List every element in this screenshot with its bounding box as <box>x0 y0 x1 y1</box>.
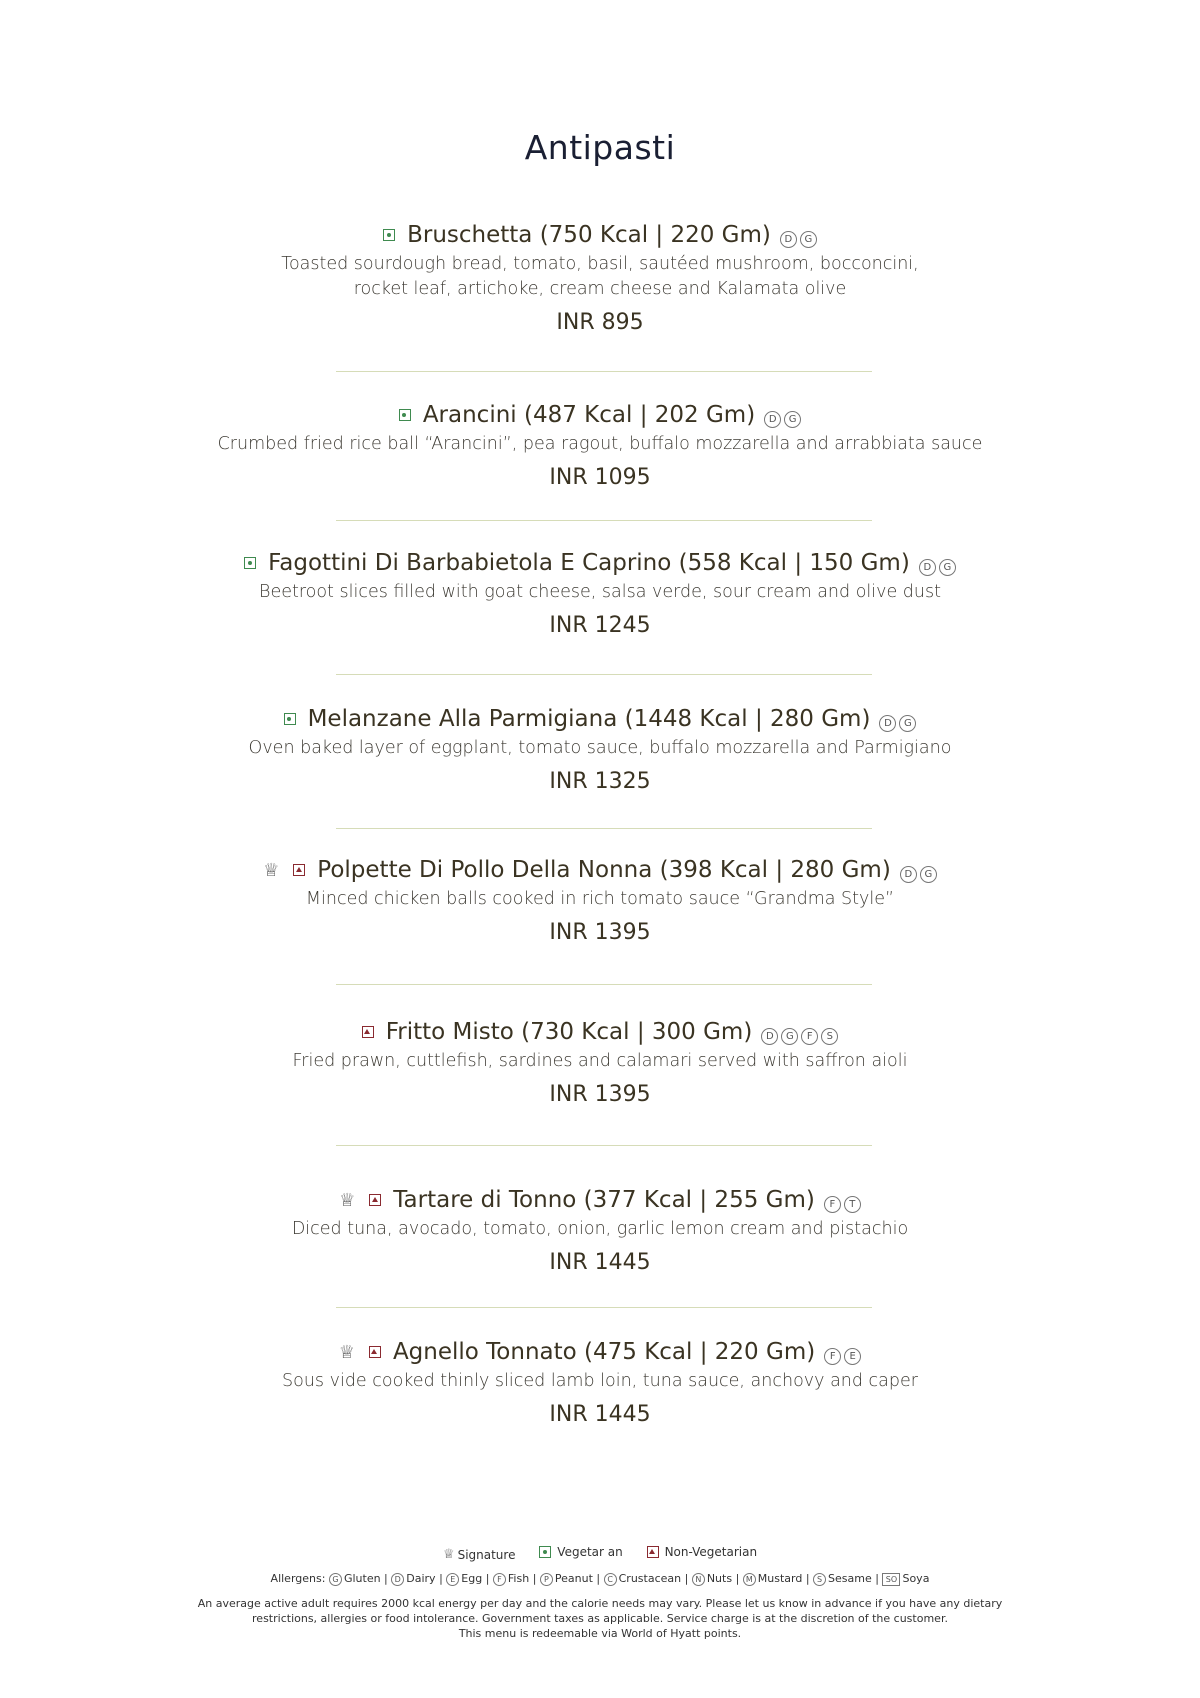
allergen-icon: D <box>761 1028 778 1045</box>
menu-item <box>0 222 1200 335</box>
allergen-key-item: D Dairy | <box>391 1572 446 1585</box>
item-price: INR 1445 <box>549 1402 651 1427</box>
menu-item <box>0 1187 1200 1275</box>
chef-hat-icon: ♕ <box>263 859 280 881</box>
item-allergens <box>916 550 956 576</box>
legend <box>0 1545 1200 1562</box>
allergen-icon: G <box>920 866 937 883</box>
menu-item <box>0 1339 1200 1427</box>
item-price: INR 1395 <box>549 920 651 945</box>
item-name-row <box>339 1339 861 1365</box>
item-name: Fagottini Di Barbabietola E Caprino (558 Kcal | 150 Gm) <box>268 550 910 576</box>
item-name: Bruschetta (750 Kcal | 220 Gm) <box>407 222 771 248</box>
note-line: This menu is redeemable via World of Hyatt points. <box>458 1627 742 1640</box>
allergen-icon: S <box>821 1028 838 1045</box>
allergen-icon: F <box>801 1028 818 1045</box>
divider <box>336 520 872 521</box>
item-name-row <box>263 857 937 883</box>
item-description: Sous vide cooked thinly sliced lamb loin, tuna sauce, anchovy and caper <box>282 1371 918 1391</box>
allergen-icon: G <box>784 411 801 428</box>
menu-item <box>0 706 1200 794</box>
allergen-icon: N <box>692 1573 705 1586</box>
divider <box>336 828 872 829</box>
allergen-icon: G <box>329 1573 342 1586</box>
menu-item <box>0 857 1200 945</box>
menu-item <box>0 1019 1200 1107</box>
item-price: INR 1325 <box>549 769 651 794</box>
note-line: An average active adult requires 2000 kcal energy per day and the calorie needs may vary. Please let us know in advance if you have any dietary <box>197 1597 1003 1610</box>
item-allergens <box>876 706 916 732</box>
item-description: Oven baked layer of eggplant, tomato sauce, buffalo mozzarella and Parmigiano <box>248 738 952 758</box>
menu-item <box>0 402 1200 490</box>
item-price: INR 1395 <box>549 1082 651 1107</box>
item-name: Agnello Tonnato (475 Kcal | 220 Gm) <box>392 1339 816 1365</box>
item-name: Arancini (487 Kcal | 202 Gm) <box>422 402 756 428</box>
allergen-icon: T <box>844 1196 861 1213</box>
item-price: INR 895 <box>556 310 644 335</box>
allergen-key-item: E Egg | <box>446 1572 493 1585</box>
non-veg-icon <box>369 1194 381 1206</box>
allergen-icon: D <box>919 559 936 576</box>
allergen-icon: F <box>493 1573 506 1586</box>
allergen-icon: G <box>899 715 916 732</box>
item-name: Melanzane Alla Parmigiana (1448 Kcal | 280 Gm) <box>307 706 871 732</box>
item-name-row <box>284 706 917 732</box>
allergen-icon: F <box>824 1348 841 1365</box>
item-allergens <box>761 402 801 428</box>
non-veg-icon <box>362 1026 374 1038</box>
item-price: INR 1445 <box>549 1250 651 1275</box>
allergen-icon: E <box>844 1348 861 1365</box>
allergen-key-item: F Fish | <box>493 1572 540 1585</box>
allergen-icon: G <box>939 559 956 576</box>
note-line: restrictions, allergies or food intolerance. Government taxes as applicable. Service charge is at the discretion of the customer. <box>252 1612 948 1625</box>
allergen-key-item: M Mustard | <box>743 1572 813 1585</box>
allergen-key-item: P Peanut | <box>540 1572 604 1585</box>
legend-non-vegetarian: Non-Vegetarian <box>647 1545 758 1559</box>
allergen-icon: G <box>781 1028 798 1045</box>
item-name-row <box>399 402 801 428</box>
allergen-icon: C <box>604 1573 617 1586</box>
item-name-row <box>362 1019 839 1045</box>
item-name: Tartare di Tonno (377 Kcal | 255 Gm) <box>393 1187 815 1213</box>
veg-icon <box>244 557 256 569</box>
allergen-icon: E <box>446 1573 459 1586</box>
item-name-row <box>244 550 956 576</box>
item-price: INR 1245 <box>549 613 651 638</box>
item-price: INR 1095 <box>549 465 651 490</box>
item-name: Fritto Misto (730 Kcal | 300 Gm) <box>385 1019 753 1045</box>
allergen-key-item: S Sesame | <box>813 1572 882 1585</box>
divider <box>336 1145 872 1146</box>
allergen-icon: D <box>879 715 896 732</box>
section-title: Antipasti <box>524 128 676 167</box>
item-description: Fried prawn, cuttlefish, sardines and calamari served with saffron aioli <box>292 1051 908 1071</box>
non-veg-icon <box>293 864 305 876</box>
item-name-row <box>339 1187 861 1213</box>
item-description: Crumbed fried rice ball “Arancini”, pea ragout, buffalo mozzarella and arrabbiata sauce <box>217 434 983 454</box>
allergen-key-item: C Crustacean | <box>604 1572 692 1585</box>
allergen-icon: D <box>764 411 781 428</box>
legend-vegetarian: Vegetar an <box>539 1545 622 1559</box>
item-description: Beetroot slices filled with goat cheese, salsa verde, sour cream and olive dust <box>258 582 941 602</box>
allergen-icon: D <box>900 866 917 883</box>
allergen-icon: SO <box>882 1573 900 1586</box>
allergen-icon: G <box>800 231 817 248</box>
veg-icon <box>399 409 411 421</box>
divider <box>336 984 872 985</box>
item-allergens <box>897 857 937 883</box>
chef-hat-icon: ♕ <box>338 1341 355 1363</box>
non-veg-icon <box>369 1346 381 1358</box>
non-veg-icon <box>647 1546 659 1558</box>
allergen-icon: D <box>391 1573 404 1586</box>
item-description: Toasted sourdough bread, tomato, basil, sautéed mushroom, bocconcini, rocket leaf, artichoke, cream cheese and Kalamata olive <box>281 254 919 299</box>
allergen-icon: M <box>743 1573 756 1586</box>
menu-item <box>0 550 1200 638</box>
item-name: Polpette Di Pollo Della Nonna (398 Kcal | 280 Gm) <box>317 857 891 883</box>
allergen-icon: D <box>780 231 797 248</box>
allergen-icon: F <box>824 1196 841 1213</box>
divider <box>336 1307 872 1308</box>
veg-icon <box>383 229 395 241</box>
item-name-row <box>383 222 817 248</box>
item-allergens <box>821 1339 861 1365</box>
item-allergens <box>758 1019 838 1045</box>
allergen-icon: S <box>813 1573 826 1586</box>
item-allergens <box>777 222 817 248</box>
allergen-icon: P <box>540 1573 553 1586</box>
item-description: Diced tuna, avocado, tomato, onion, garlic lemon cream and pistachio <box>291 1219 909 1239</box>
chef-hat-icon: ♕ <box>442 1547 455 1562</box>
veg-icon <box>284 713 296 725</box>
veg-icon <box>539 1546 551 1558</box>
disclaimer-note <box>0 1596 1200 1641</box>
legend-signature: ♕ Signature <box>442 1547 516 1562</box>
item-description: Minced chicken balls cooked in rich tomato sauce “Grandma Style” <box>305 889 895 909</box>
chef-hat-icon: ♕ <box>339 1189 356 1211</box>
allergen-key-item: SO Soya <box>882 1572 929 1585</box>
allergen-key-item: N Nuts | <box>692 1572 743 1585</box>
allergen-key-item: G Gluten | <box>329 1572 391 1585</box>
divider <box>336 371 872 372</box>
allergen-key: Allergens: G Gluten | D Dairy | E Egg | F Fish | P Peanut | C Crustacean | N Nuts | M Mustard | S Sesame | SO Soya <box>270 1572 930 1585</box>
item-allergens <box>821 1187 861 1213</box>
divider <box>336 674 872 675</box>
